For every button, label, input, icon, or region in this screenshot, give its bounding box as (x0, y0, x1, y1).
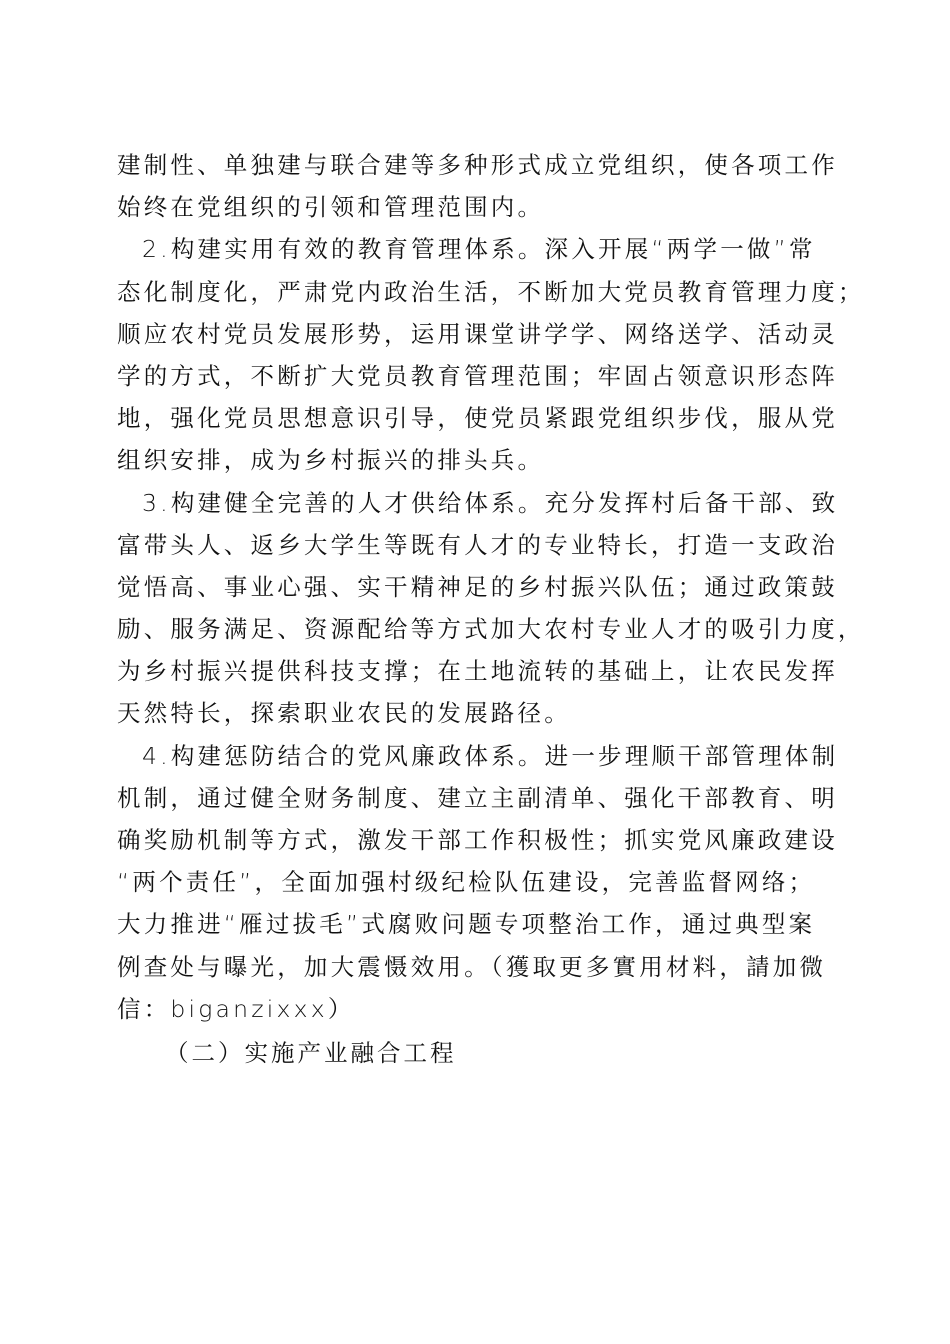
text-line: “两个责任”，全面加强村级纪检队伍建设，完善监督网络； (117, 868, 816, 897)
text-line: 励、服务满足、资源配给等方式加大农村专业人才的吸引力度， (117, 615, 865, 644)
text-line: 态化制度化，严肃党内政治生活，不断加大党员教育管理力度； (117, 277, 865, 306)
text-line: 组织安排，成为乡村振兴的排头兵。 (117, 446, 545, 475)
paragraph-item-4 (117, 735, 839, 1030)
text-line: 为乡村振兴提供科技支撑；在土地流转的基础上，让农民发挥 (117, 657, 838, 686)
text-line: 确奖励机制等方式，激发干部工作积极性；抓实党风廉政建设 (117, 826, 838, 854)
text-line: 2.构建实用有效的教育管理体系。深入开展“两学一做”常 (142, 235, 816, 264)
document-page (117, 144, 865, 1076)
text-line: 觉悟高、事业心强、实干精神足的乡村振兴队伍；通过政策鼓 (117, 572, 838, 601)
text-line: 3.构建健全完善的人才供给体系。充分发挥村后备干部、致 (142, 488, 839, 517)
text-line: 地，强化党员思想意识引导，使党员紧跟党组织步伐，服从党 (117, 404, 838, 433)
text-line: 学的方式，不断扩大党员教育管理范围；牢固占领意识形态阵 (117, 361, 838, 390)
paragraph-item-2 (117, 228, 865, 481)
text-line: 始终在党组织的引领和管理范围内。 (117, 193, 545, 222)
text-line: 建制性、单独建与联合建等多种形式成立党组织，使各项工作 (117, 151, 838, 179)
text-line: 例查处与曝光，加大震慑效用。（獲取更多實用材料，請加微 (117, 952, 827, 981)
section-heading: （二）实施产业融合工程 (165, 1038, 457, 1067)
text-line: 顺应农村党员发展形势，运用课堂讲学学、网络送学、活动灵 (117, 319, 838, 348)
text-line: 机制，通过健全财务制度、建立主副清单、强化干部教育、明 (117, 783, 838, 812)
text-line: 大力推进“雁过拔毛”式腐败问题专项整治工作，通过典型案 (117, 910, 816, 939)
text-line: 4.构建惩防结合的党风廉政体系。进一步理顺干部管理体制 (142, 741, 839, 770)
text-line: 信：biganzixxx） (117, 994, 355, 1023)
text-line: 天然特长，探索职业农民的发展路径。 (117, 699, 571, 728)
text-line: 富带头人、返乡大学生等既有人才的专业特长，打造一支政治 (117, 530, 838, 559)
paragraph-continued (117, 144, 838, 228)
paragraph-item-3 (117, 482, 865, 735)
